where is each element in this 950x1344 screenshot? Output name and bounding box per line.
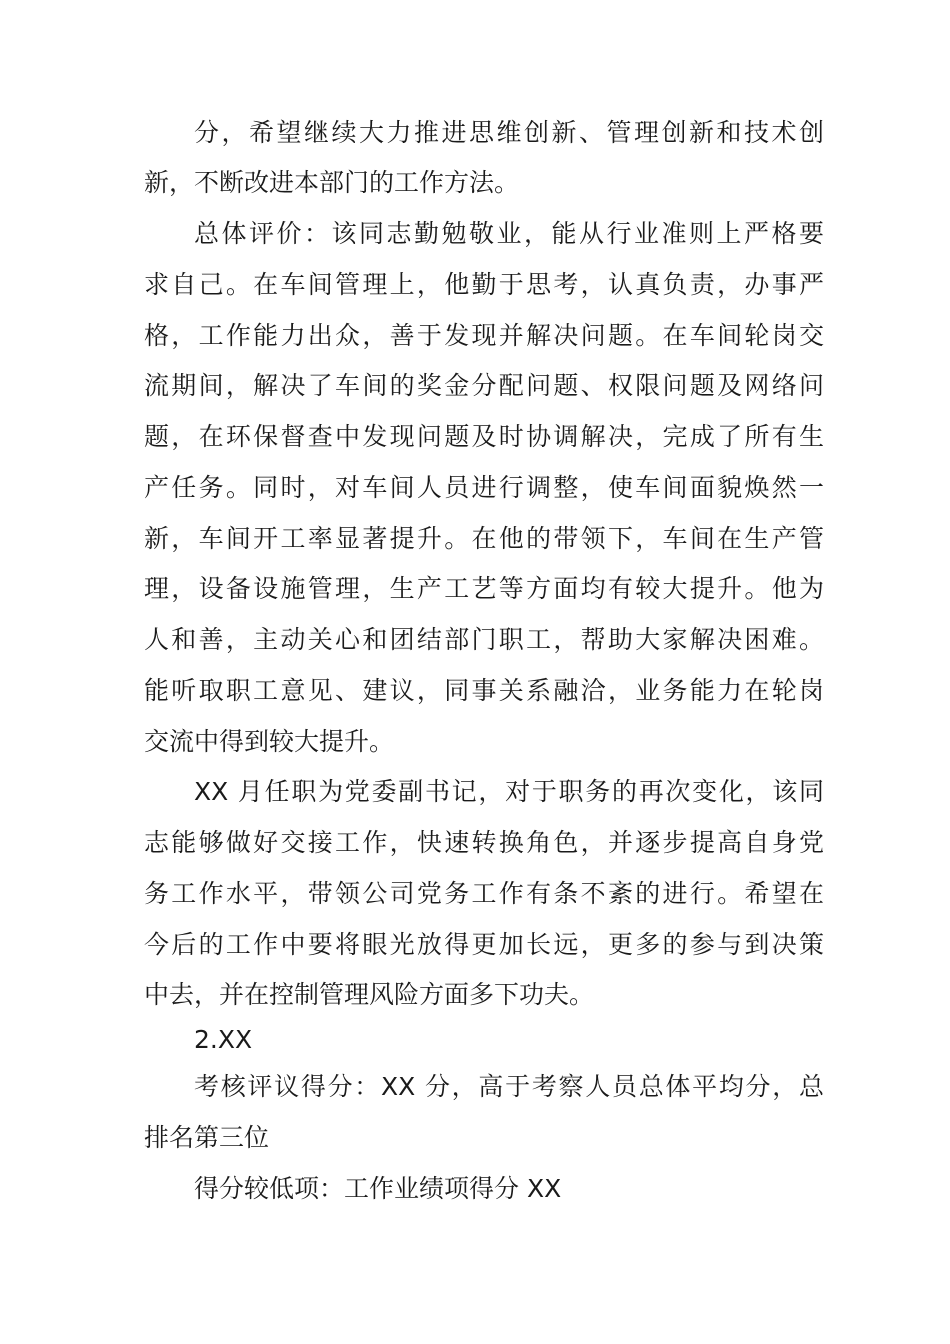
paragraph-line: 理，设备设施管理，生产工艺等方面均有较大提升。他为	[144, 574, 824, 603]
paragraph-line: 求自己。在车间管理上，他勤于思考，认真负责，办事严	[144, 270, 824, 299]
paragraph-line: XX 月任职为党委副书记，对于职务的再次变化，该同	[194, 777, 824, 806]
paragraph-line: 考核评议得分：XX 分，高于考察人员总体平均分，总	[194, 1072, 824, 1101]
paragraph-line: 今后的工作中要将眼光放得更加长远，更多的参与到决策	[144, 930, 824, 959]
paragraph-line: 能听取职工意见、建议，同事关系融洽，业务能力在轮岗	[144, 676, 824, 705]
paragraph-line: 产任务。同时，对车间人员进行调整，使车间面貌焕然一	[144, 473, 824, 502]
paragraph-line: 格，工作能力出众，善于发现并解决问题。在车间轮岗交	[144, 321, 824, 350]
paragraph-line: 得分较低项：工作业绩项得分 XX	[194, 1174, 562, 1203]
paragraph-line: 新，车间开工率显著提升。在他的带领下，车间在生产管	[144, 524, 824, 553]
paragraph-line: 流期间，解决了车间的奖金分配问题、权限问题及网络问	[144, 371, 824, 400]
paragraph-line: 新，不断改进本部门的工作方法。	[144, 168, 520, 197]
section-heading: 2.XX	[194, 1025, 253, 1054]
paragraph-line: 分，希望继续大力推进思维创新、管理创新和技术创	[194, 118, 824, 147]
paragraph-line: 排名第三位	[144, 1123, 270, 1152]
paragraph-line: 交流中得到较大提升。	[144, 727, 395, 756]
paragraph-line: 中去，并在控制管理风险方面多下功夫。	[144, 980, 595, 1009]
paragraph-line: 人和善，主动关心和团结部门职工，帮助大家解决困难。	[144, 625, 824, 654]
paragraph-line: 总体评价：该同志勤勉敬业，能从行业准则上严格要	[194, 219, 824, 248]
paragraph-line: 志能够做好交接工作，快速转换角色，并逐步提高自身党	[144, 828, 824, 857]
paragraph-line: 务工作水平，带领公司党务工作有条不紊的进行。希望在	[144, 879, 824, 908]
paragraph-line: 题，在环保督查中发现问题及时协调解决，完成了所有生	[144, 422, 824, 451]
